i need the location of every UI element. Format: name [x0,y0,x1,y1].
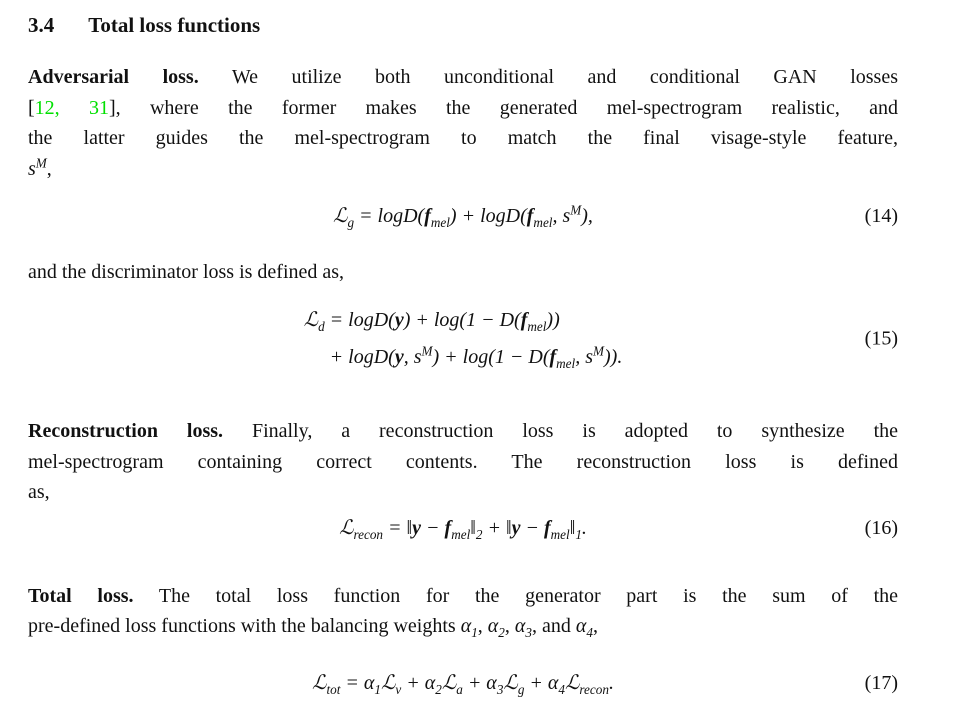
equation-14 [28,199,898,233]
citation-link[interactable]: 12, 31 [34,96,109,119]
equation-16 [28,511,898,545]
paragraph-reconstruction [28,416,898,508]
equation-17-body: ℒ$_{tot}$ = $\alpha_1ℒ_v$ + $\alpha_2ℒ_a$ + $\alpha_3ℒ_g$ + $\alpha_4ℒ_{recon}$. [312,671,614,697]
equation-15-body [304,302,623,376]
equation-17-number: (17) [864,671,898,694]
equation-16-number: (16) [864,516,898,539]
section-heading [28,12,898,38]
equation-14-number: (14) [864,205,898,228]
section-title: Total loss functions [88,13,261,37]
paragraph-total [28,581,898,642]
equation-16-body: ℒ$_{recon}$ = ‖y − $f_{mel}‖_2$ + ‖y − $f_{mel}‖_1$. [339,516,587,542]
equation-line: ℒ$_d$ = $\log D(y) + \log(1 - D(f_{mel}))$ [303,308,560,334]
paragraph-line: Total loss. The total loss function for the generator part is the sum of the [28,584,898,607]
paragraph-line: pre-defined loss functions with the balancing weights $\alpha_1$, $\alpha_2$, $\alpha_3$, and $\alpha_4$, [28,615,598,641]
paragraph-discriminator-intro [28,257,898,288]
paragraph-line: [12, 31], where the former makes the generated mel-spectrogram realistic, and [28,96,899,119]
paragraph-line: mel-spectrogram containing correct contents. The reconstruction loss is defined [28,450,898,473]
paragraph-line: as, [28,481,50,504]
paragraph-adversarial [28,62,898,184]
equation-17 [28,666,898,700]
equation-15 [28,302,898,376]
equation-line: + logD(y, $s^M) + \log(1 - D(f_{mel}$, $s^M$)). [329,343,623,371]
paragraph-line: $s^M$, [28,155,52,180]
equation-15-number: (15) [864,327,898,350]
paragraph-line: the latter guides the mel-spectrogram to match the final visage-style feature, [28,127,898,150]
section-number: 3.4 [28,13,55,37]
equation-14-body: ℒ$_g$ = $\log D(f_{mel}) + \log D(f_{mel}$, $s^M$), [333,202,593,231]
paragraph-line: and the discriminator loss is defined as, [28,261,345,284]
paragraph-line: Adversarial loss. We utilize both unconditional and conditional GAN losses [28,66,898,88]
paragraph-line: Reconstruction loss. Finally, a reconstruction loss is adopted to synthesize the [28,419,898,442]
